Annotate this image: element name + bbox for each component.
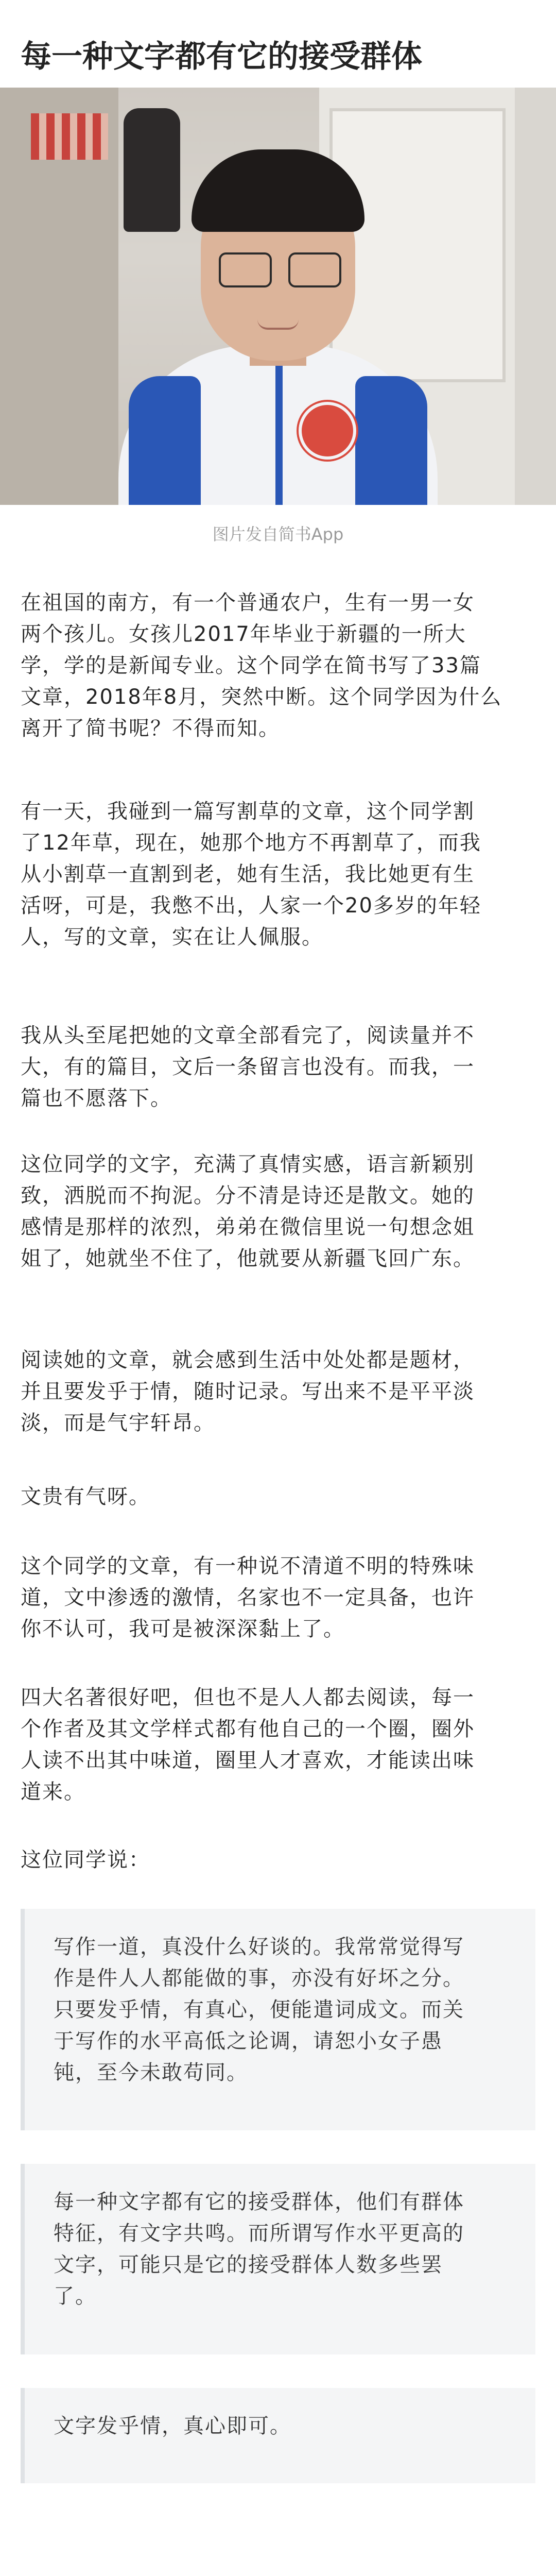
- uniform-sleeve-left: [129, 376, 201, 505]
- blockquote: [21, 1909, 535, 2130]
- wall: [515, 88, 556, 505]
- uniform-zipper: [275, 355, 283, 505]
- paragraph: 文贵有气呀。: [21, 1485, 150, 1509]
- backpack: [124, 108, 180, 232]
- quote-text: 写作一道，真没什么好谈的。我常常觉得写 作是件人人都能做的事，亦没有好坏之分。 只要发乎情，有真心，便能遣词成文。而关 于写作的水平高低之论调，请恕小女子愚 钝，至今未敢苟同。: [54, 1935, 464, 2084]
- paragraph: 我从头至尾把她的文章全部看完了，阅读量并不 大，有的篇目，文后一条留言也没有。而我，一 篇也不愿落下。: [21, 1024, 475, 1110]
- paragraph: 这位同学的文字，充满了真情实感，语言新颖别 致，洒脱而不拘泥。分不清是诗还是散文。她的 感情是那样的浓烈，弟弟在微信里说一句想念姐 姐了，她就坐不住了，他就要从新疆飞回广东。: [21, 1153, 475, 1270]
- door-panel: [329, 108, 506, 382]
- striped-basket: [31, 113, 108, 160]
- glasses-lens-right: [288, 252, 341, 287]
- quote-text: 文字发乎情，真心即可。: [54, 2414, 291, 2438]
- quote-text: 每一种文字都有它的接受群体，他们有群体 特征，有文字共鸣。而所谓写作水平更高的 文字，可能只是它的接受群体人数多些罢 了。: [54, 2190, 464, 2308]
- paragraph: 这个同学的文章，有一种说不清道不明的特殊味 道，文中渗透的激情，名家也不一定具备，也许 你不认可，我可是被深深黏上了。: [21, 1554, 475, 1641]
- article-title: 每一种文字都有它的接受群体: [21, 39, 422, 75]
- school-badge: [299, 402, 356, 460]
- mouth: [257, 319, 299, 330]
- image-caption: 图片发自简书App: [212, 524, 344, 544]
- article-photo: [0, 88, 556, 505]
- blockquote: [21, 2164, 535, 2354]
- glasses-lens-left: [219, 252, 272, 287]
- paragraph: 有一天，我碰到一篇写割草的文章，这个同学割 了12年草，现在，她那个地方不再割草了，而我 从小割草一直割到老，她有生活，我比她更有生 活呀，可是，我憋不出，人家一个20多岁的年轻 人，写的文章，实在让人佩服。: [21, 800, 481, 949]
- paragraph: 这位同学说：: [21, 1848, 150, 1872]
- paragraph: 在祖国的南方，有一个普通农户，生有一男一女 两个孩儿。女孩儿2017年毕业于新疆的一所大 学，学的是新闻专业。这个同学在简书写了33篇 文章，2018年8月，突然中断。这个同学因为什么 离开了简书呢？不得而知。: [21, 591, 502, 740]
- paragraph: 阅读她的文章，就会感到生活中处处都是题材， 并且要发乎于情，随时记录。写出来不是平平淡 淡，而是气宇轩昂。: [21, 1348, 475, 1435]
- blockquote: [21, 2388, 535, 2483]
- paragraph: 四大名著很好吧，但也不是人人都去阅读，每一 个作者及其文学样式都有他自己的一个圈，圈外 人读不出其中味道，圈里人才喜欢，才能读出味 道来。: [21, 1686, 475, 1804]
- uniform-sleeve-right: [355, 376, 427, 505]
